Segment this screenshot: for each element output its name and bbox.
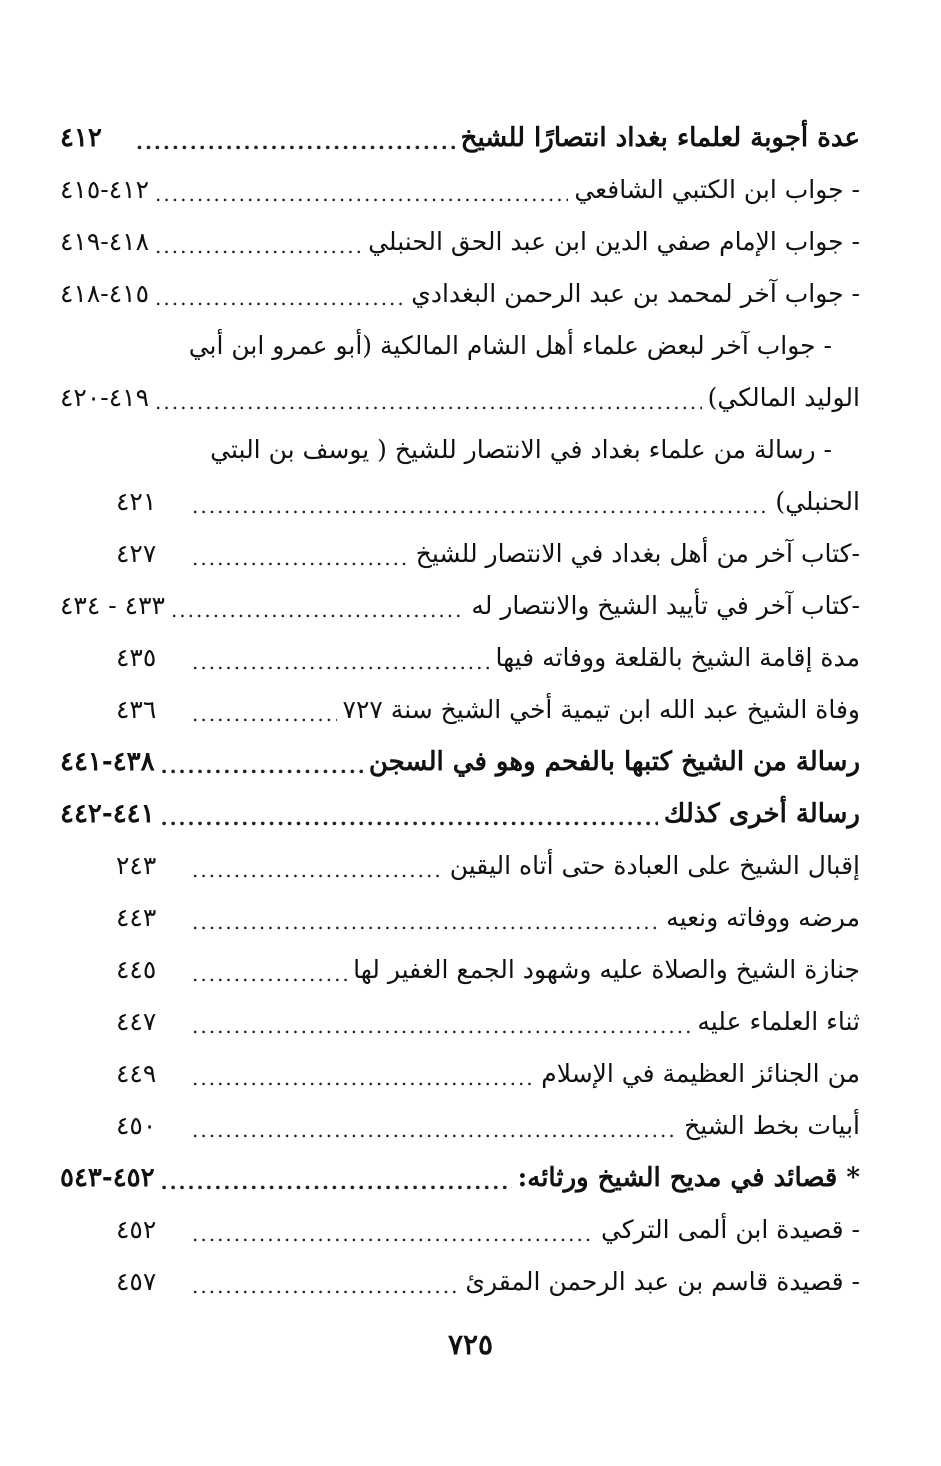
toc-entry-title-line1: - رسالة من علماء بغداد في الانتصار للشيخ ( يوسف بن البتي bbox=[210, 435, 832, 464]
leader-dots bbox=[192, 848, 444, 892]
leader-dots bbox=[192, 1264, 459, 1308]
toc-entry[interactable] bbox=[60, 996, 860, 1048]
toc-entry-page: ٤١٢-٤١٥ bbox=[60, 175, 150, 204]
toc-entry-title: عدة أجوبة لعلماء بغداد انتصارًا للشيخ bbox=[460, 123, 860, 153]
table-of-contents bbox=[60, 112, 860, 1308]
leader-dots bbox=[161, 1160, 512, 1204]
toc-entry[interactable] bbox=[60, 1100, 860, 1152]
toc-entry-page: ٤٤٣ bbox=[116, 903, 157, 932]
toc-entry-title: رسالة أخرى كذلك bbox=[663, 799, 860, 829]
page-number: ٧٢٥ bbox=[447, 1328, 494, 1361]
toc-entry[interactable] bbox=[60, 788, 860, 840]
leader-dots bbox=[155, 276, 405, 320]
toc-entry[interactable] bbox=[60, 840, 860, 892]
leader-dots bbox=[136, 120, 455, 164]
toc-entry-page: ٤١٥-٤١٨ bbox=[60, 279, 150, 308]
toc-entry-title: رسالة من الشيخ كتبها بالفحم وهو في السجن bbox=[368, 747, 860, 777]
toc-entry-page: ٤٤٩ bbox=[116, 1059, 157, 1088]
toc-entry[interactable] bbox=[60, 1204, 860, 1256]
toc-entry[interactable] bbox=[60, 632, 860, 684]
toc-entry-page: ٤١٩-٤٢٠ bbox=[60, 383, 150, 412]
toc-entry-title: - قصيدة قاسم بن عبد الرحمن المقرئ bbox=[465, 1267, 860, 1296]
toc-entry[interactable] bbox=[60, 268, 860, 320]
leader-dots bbox=[192, 536, 410, 580]
leader-dots bbox=[192, 1056, 535, 1100]
toc-entry-title: مرضه ووفاته ونعيه bbox=[666, 903, 860, 932]
leader-dots bbox=[192, 640, 490, 684]
toc-entry-multiline[interactable] bbox=[60, 424, 860, 528]
toc-entry-page: ٤٤١-٤٤٢ bbox=[60, 799, 155, 829]
toc-entry-title: ثناء العلماء عليه bbox=[697, 1007, 860, 1036]
toc-entry-title: جنازة الشيخ والصلاة عليه وشهود الجمع الغفير لها bbox=[353, 955, 860, 984]
toc-entry-title: -كتاب آخر في تأييد الشيخ والانتصار له bbox=[471, 591, 860, 620]
toc-entry-page: ٤١٨-٤١٩ bbox=[60, 227, 150, 256]
toc-entry[interactable] bbox=[60, 892, 860, 944]
leader-dots bbox=[192, 692, 337, 736]
leader-dots bbox=[192, 1212, 595, 1256]
leader-dots bbox=[155, 224, 362, 268]
toc-entry[interactable] bbox=[60, 528, 860, 580]
toc-entry-title-line2: الحنبلي) bbox=[775, 487, 860, 516]
toc-entry-page: ٤٣٥ bbox=[116, 643, 157, 672]
leader-dots bbox=[155, 172, 568, 216]
toc-entry-page: ٤١٢ bbox=[60, 123, 102, 153]
toc-entry[interactable] bbox=[60, 684, 860, 736]
toc-entry-title: - قصيدة ابن ألمى التركي bbox=[600, 1215, 860, 1244]
toc-entry-title: * قصائد في مديح الشيخ ورثائه: bbox=[517, 1163, 860, 1193]
toc-entry-title: من الجنائز العظيمة في الإسلام bbox=[541, 1059, 860, 1088]
toc-entry-page: ٤٣٨-٤٤١ bbox=[60, 747, 155, 777]
toc-entry-page: ٤٤٥ bbox=[116, 955, 157, 984]
leader-dots bbox=[192, 1004, 691, 1048]
leader-dots bbox=[155, 380, 702, 424]
toc-entry-page: ٤٣٦ bbox=[116, 695, 157, 724]
toc-entry[interactable] bbox=[60, 216, 860, 268]
leader-dots bbox=[192, 484, 769, 528]
toc-entry-title: وفاة الشيخ عبد الله ابن تيمية أخي الشيخ سنة ٧٢٧ bbox=[342, 695, 860, 724]
toc-entry[interactable] bbox=[60, 736, 860, 788]
toc-entry-page: ٤٢٧ bbox=[116, 539, 157, 568]
toc-entry-title: -كتاب آخر من أهل بغداد في الانتصار للشيخ bbox=[415, 539, 860, 568]
toc-entry-title: - جواب آخر لمحمد بن عبد الرحمن البغدادي bbox=[411, 279, 860, 308]
toc-entry[interactable] bbox=[60, 112, 860, 164]
toc-entry-continuation bbox=[60, 476, 860, 528]
toc-entry-title: إقبال الشيخ على العبادة حتى أتاه اليقين bbox=[449, 851, 860, 880]
toc-entry-continuation bbox=[60, 372, 860, 424]
toc-entry-title-line1: - جواب آخر لبعض علماء أهل الشام المالكية (أبو عمرو ابن أبي bbox=[188, 331, 832, 360]
toc-entry[interactable] bbox=[60, 580, 860, 632]
toc-entry-page: ٤٥٠ bbox=[116, 1111, 157, 1140]
toc-entry[interactable] bbox=[60, 1048, 860, 1100]
leader-dots bbox=[192, 900, 660, 944]
toc-entry[interactable] bbox=[60, 1152, 860, 1204]
leader-dots bbox=[161, 744, 363, 788]
toc-entry[interactable] bbox=[60, 1256, 860, 1308]
toc-entry-title-line2: الوليد المالكي) bbox=[707, 383, 860, 412]
toc-entry-page: ٤٥٧ bbox=[116, 1267, 157, 1296]
toc-entry-page: ٤٣٣ - ٤٣٤ bbox=[60, 591, 165, 620]
toc-entry-page: ٤٢١ bbox=[116, 487, 157, 516]
toc-entry-page: ٢٤٣ bbox=[116, 851, 157, 880]
toc-entry-title: - جواب الإمام صفي الدين ابن عبد الحق الحنبلي bbox=[368, 227, 860, 256]
leader-dots bbox=[161, 796, 658, 840]
leader-dots bbox=[171, 588, 465, 632]
toc-entry-page: ٤٥٢-٥٤٣ bbox=[60, 1163, 155, 1193]
toc-entry-page: ٤٤٧ bbox=[116, 1007, 157, 1036]
toc-entry[interactable] bbox=[60, 164, 860, 216]
toc-entry-multiline[interactable] bbox=[60, 320, 860, 424]
leader-dots bbox=[192, 1108, 678, 1152]
toc-entry[interactable] bbox=[60, 944, 860, 996]
toc-entry-title: مدة إقامة الشيخ بالقلعة ووفاته فيها bbox=[495, 643, 860, 672]
toc-entry-title: أبيات بخط الشيخ bbox=[684, 1111, 860, 1140]
leader-dots bbox=[192, 952, 347, 996]
toc-entry-title: - جواب ابن الكتبي الشافعي bbox=[574, 175, 860, 204]
toc-entry-page: ٤٥٢ bbox=[116, 1215, 157, 1244]
